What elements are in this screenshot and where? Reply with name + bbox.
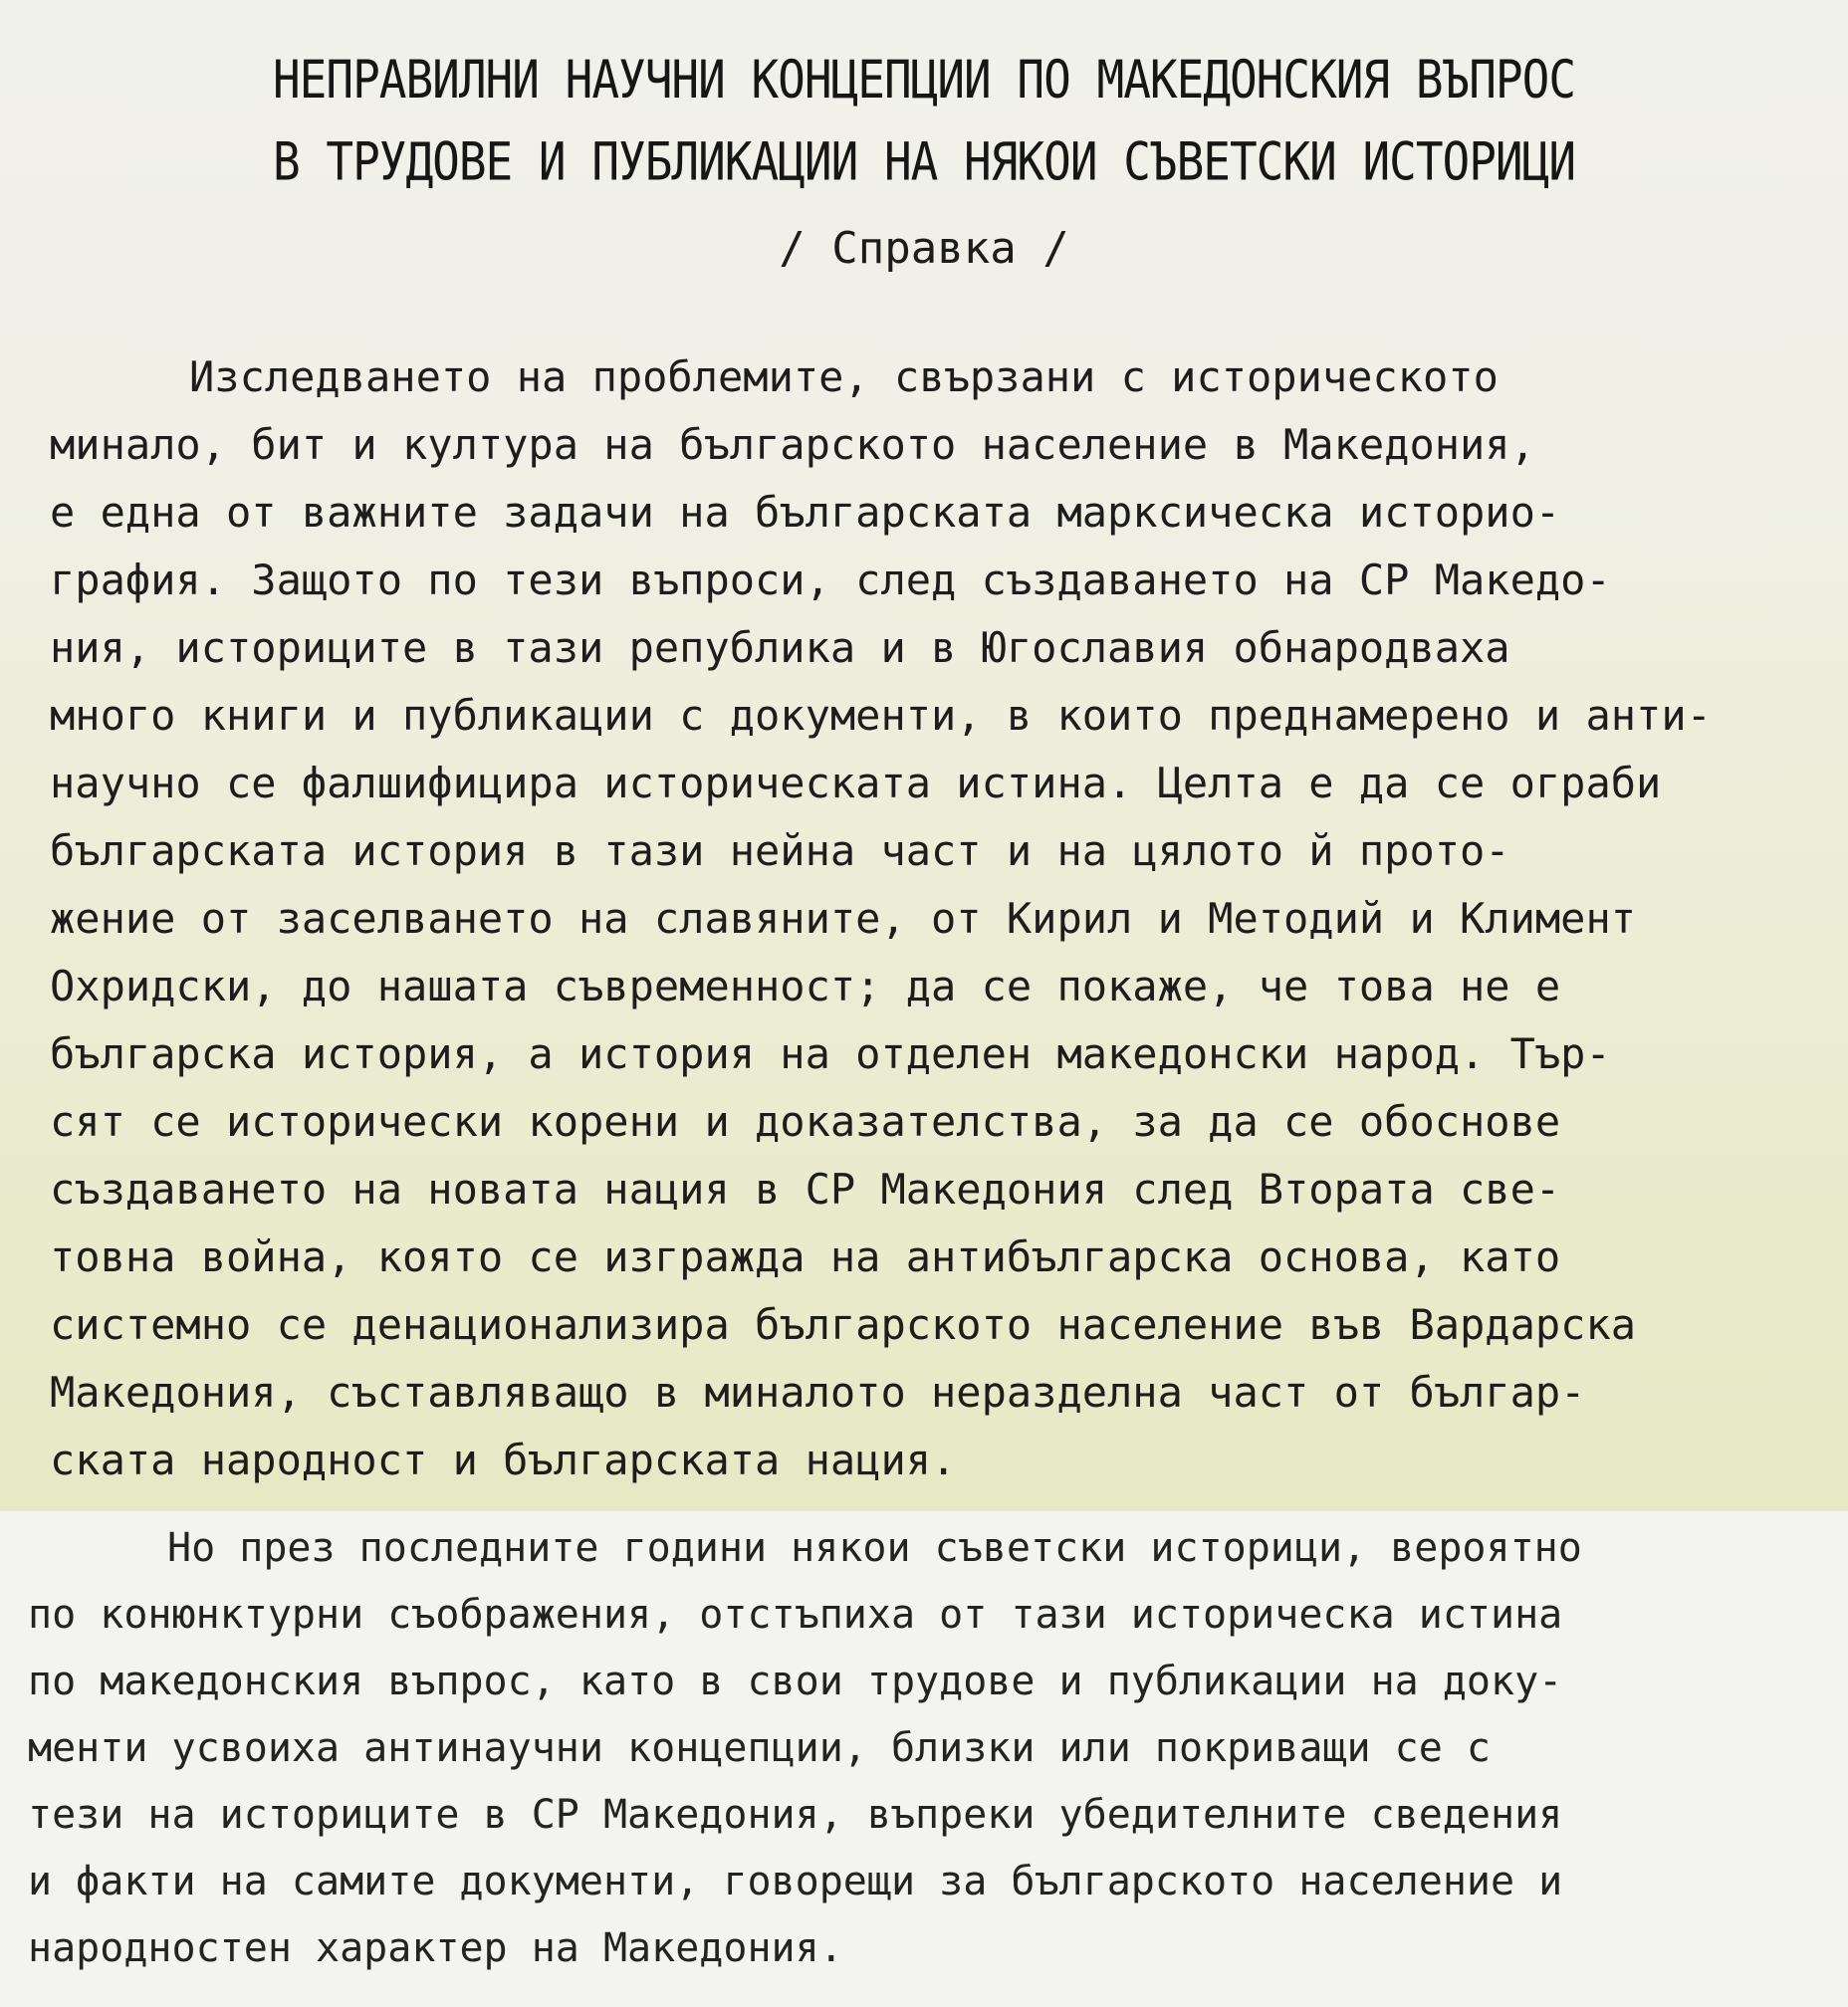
text-line: тези на историците в СР Македония, въпреки убедителните сведения	[28, 1792, 1563, 1838]
text-line: сят се исторически корени и доказателства, за да се обоснове	[50, 1097, 1561, 1146]
text-line: менти усвоиха антинаучни концепции, близки или покриващи се с	[28, 1725, 1492, 1771]
text-line: ния, историците в тази република и в Югославия обнародваха	[50, 623, 1510, 672]
text-line: и факти на самите документи, говорещи за българското население и	[28, 1859, 1563, 1904]
paragraph-2	[28, 1515, 1820, 1982]
text-line: системно се денационализира българското население във Вардарска	[50, 1300, 1637, 1349]
text-line: научно се фалшифицира историческата истина. Целта е да се ограби	[50, 759, 1662, 807]
text-line: Но през последните години някои съветски историци, вероятно	[167, 1525, 1582, 1571]
text-line: създаването на новата нация в СР Македония след Втората све-	[50, 1165, 1561, 1214]
text-line: товна война, която се изгражда на антибългарска основа, като	[50, 1232, 1561, 1281]
text-line: Македония, съставляващо в миналото неразделна част от българ-	[50, 1368, 1586, 1417]
title-line: НЕПРАВИЛНИ НАУЧНИ КОНЦЕПЦИИ ПО МАКЕДОНСКИЯ ВЪПРОС	[272, 48, 1576, 111]
text-line: жение от заселването на славяните, от Кирил и Методий и Климент	[50, 894, 1637, 943]
paragraph-1	[50, 343, 1812, 1494]
text-line: Охридски, до нашата съвременност; да се покаже, че това не е	[50, 962, 1561, 1010]
text-line: по конюнктурни съображения, отстъпиха от тази историческа истина	[28, 1592, 1563, 1638]
text-line: българска история, а история на отделен македонски народ. Тър-	[50, 1029, 1611, 1078]
text-line: много книги и публикации с документи, в които преднамерено и анти-	[50, 691, 1712, 740]
text-line: ската народност и българската нация.	[50, 1436, 957, 1484]
document-subtitle: / Справка /	[779, 223, 1069, 274]
title-line: В ТРУДОВЕ И ПУБЛИКАЦИИ НА НЯКОИ СЪВЕТСКИ ИСТОРИЦИ	[272, 130, 1576, 193]
text-line: народностен характер на Македония.	[28, 1925, 843, 1971]
text-line: Изследването на проблемите, свързани с историческото	[189, 352, 1499, 401]
document-title	[0, 38, 1848, 203]
text-line: е една от важните задачи на българската марксическа историо-	[50, 488, 1561, 537]
text-line: графия. Защото по тези въпроси, след създаването на СР Македо-	[50, 556, 1611, 604]
text-line: българската история в тази нейна част и на цялото й прото-	[50, 826, 1510, 875]
text-line: по македонския въпрос, като в свои трудове и публикации на доку-	[28, 1659, 1563, 1704]
text-line: минало, бит и култура на българското население в Македония,	[50, 420, 1535, 469]
